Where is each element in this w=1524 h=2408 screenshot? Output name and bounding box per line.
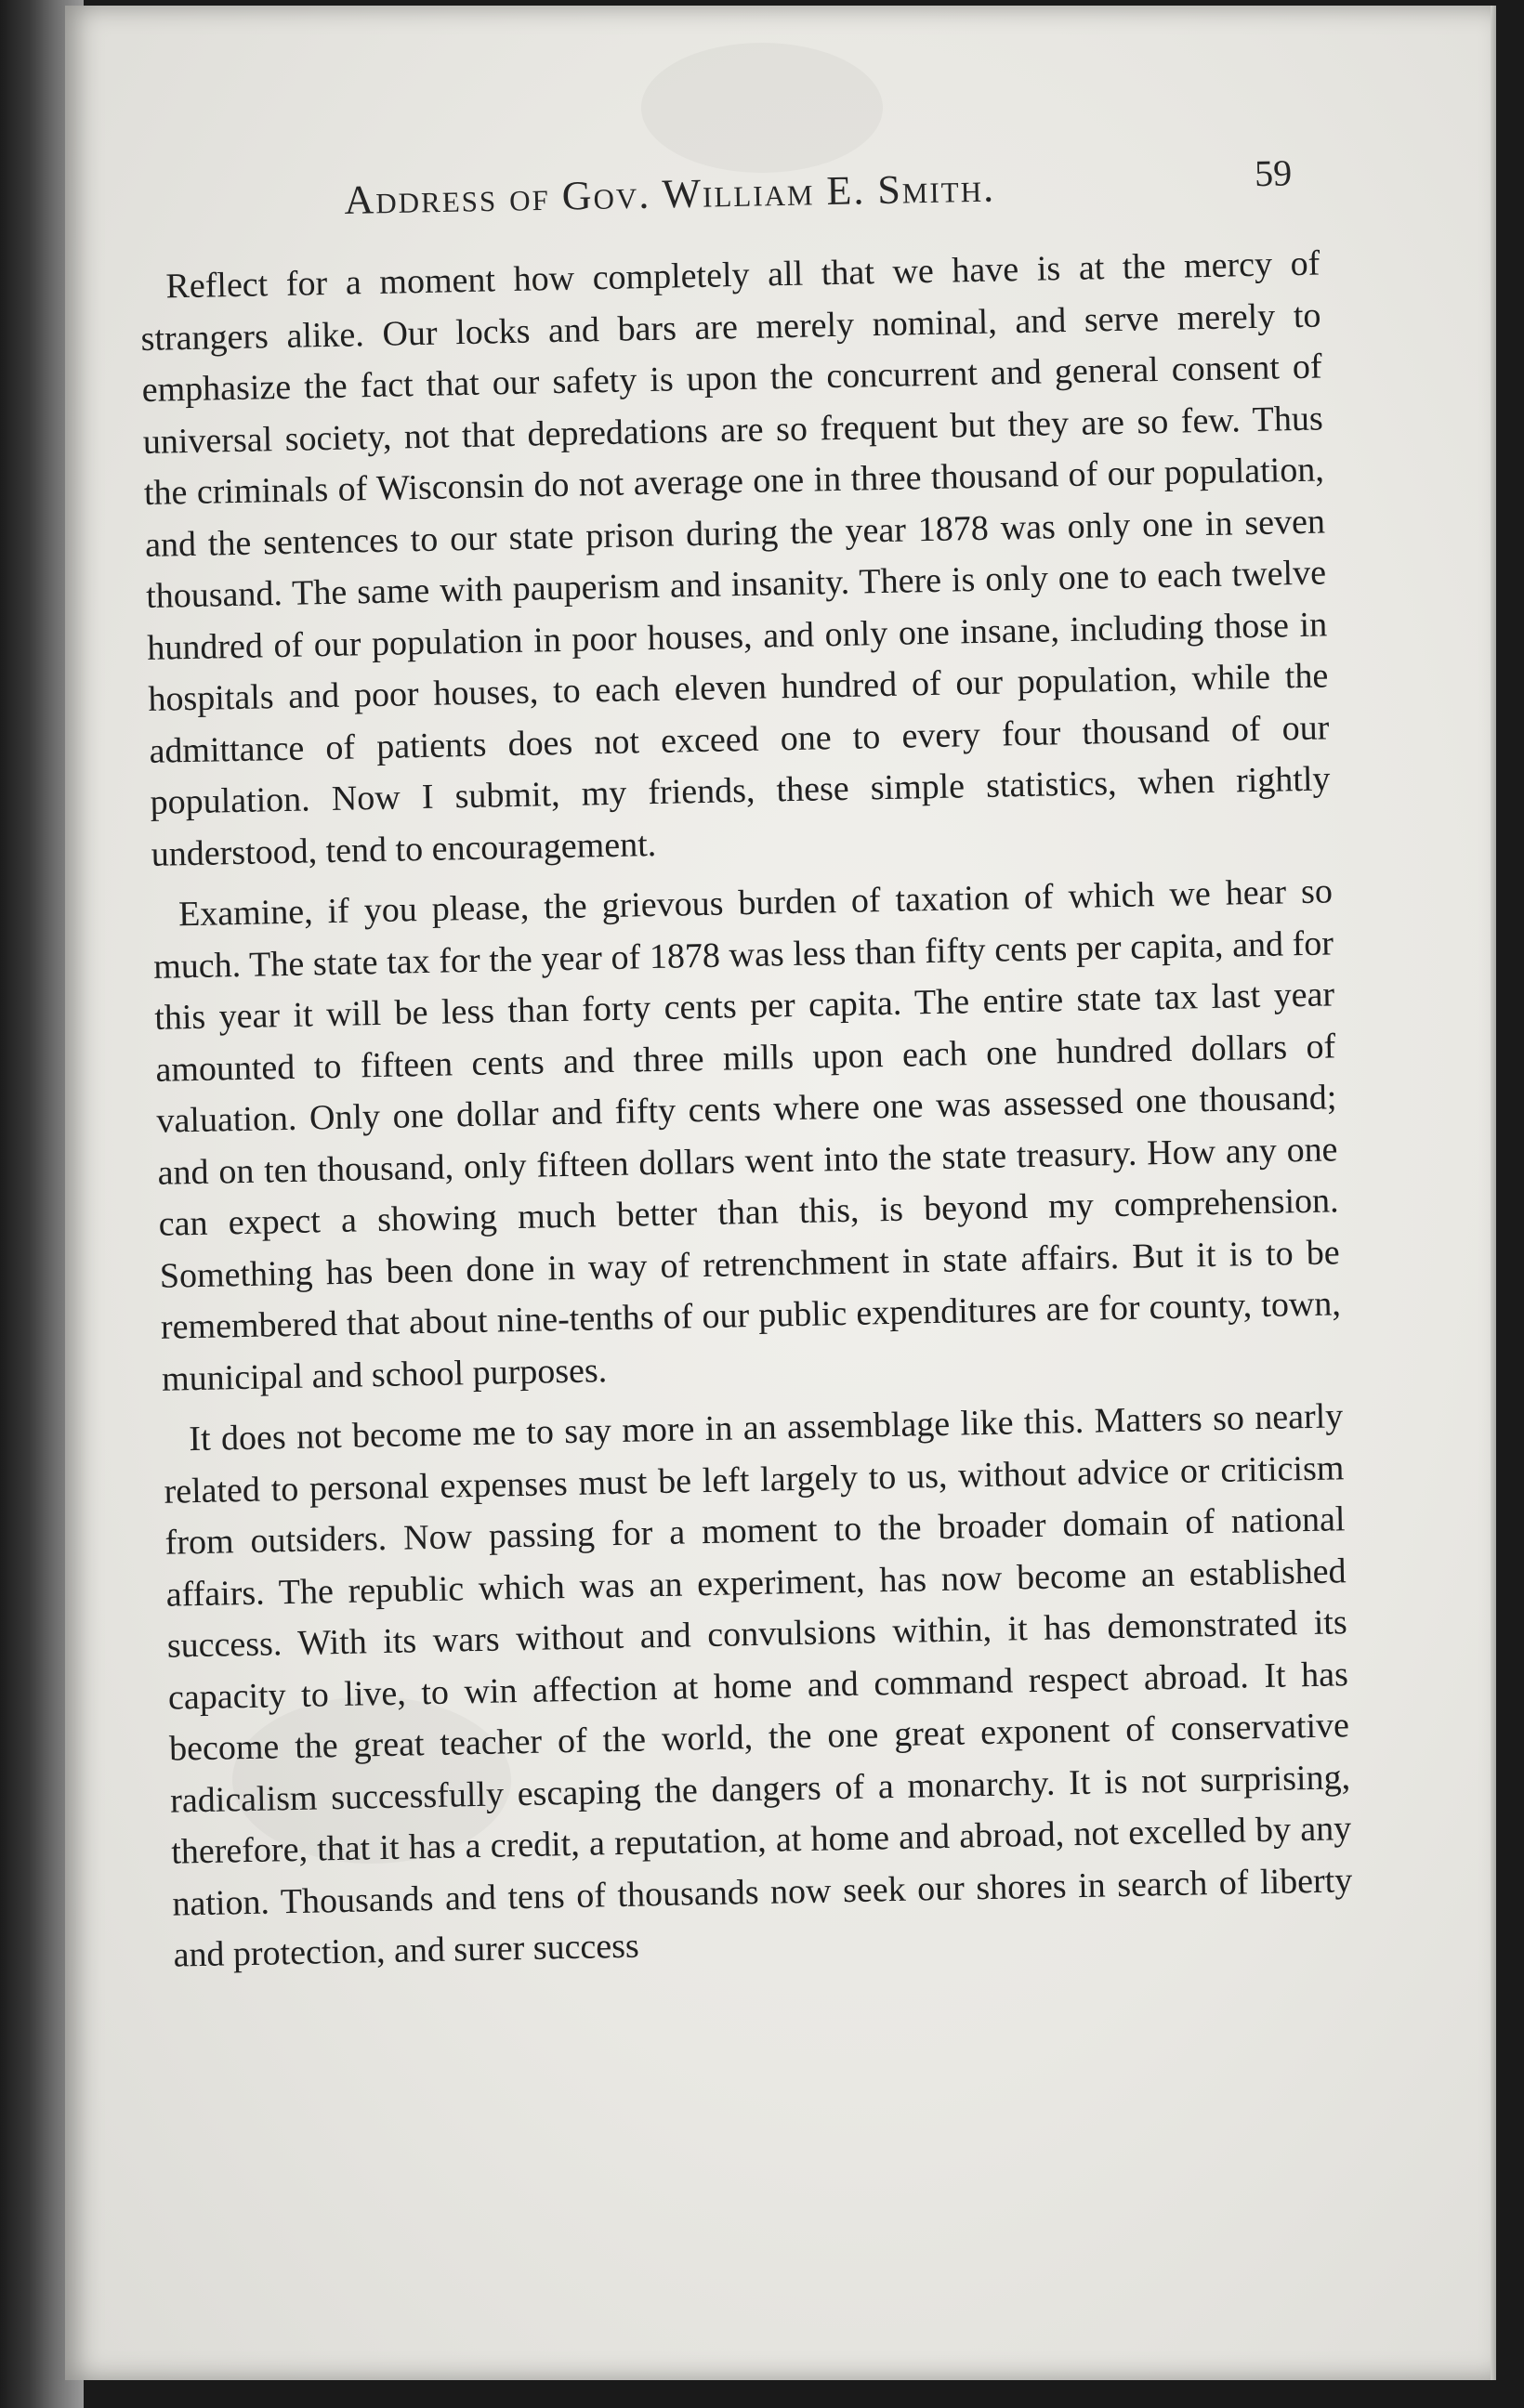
paragraph: Examine, if you please, the grievous burden of taxation of which we hear so much. The state tax for the year of 1878 was less than fifty cents per capita, and for this year it will be less than forty cents per capita. The entire state tax last year amounted to fifteen cents and three mills upon each one hundred dollars of valuation. Only one dollar and fifty cents where one was assessed one thousand; and on ten thousand, only fifteen dollars went into the state treasury. How any one can expect a showing much better than this, is beyond my comprehension. Something has been done in way of retrenchment in state affairs. But it is to be remembered that about nine-tenths of our public expenditures are for county, town, municipal and school purposes. <box>152 871 1342 1399</box>
paragraph: It does not become me to say more in an assemblage like this. Matters so nearly related to personal expenses must be left largely to us, without advice or criticism from outsiders. Now passing for a moment to the broader domain of national affairs. The republic which was an experiment, has now become an established success. With its wars without and convulsions within, it has demonstrated its capacity to live, to win affection at home and command respect abroad. It has become the great teacher of the world, the one great exponent of conservative radicalism successfully escaping the dangers of a monarchy. It is not surprising, therefore, that it has a credit, a reputation, at home and abroad, not excelled by any nation. Thousands and tens of thousands now seek our shores in search of liberty and protection, and surer success <box>164 1396 1353 1975</box>
body-text <box>139 239 1354 1983</box>
page-edge <box>1491 6 1496 2380</box>
paragraph: Reflect for a moment how completely all that we have is at the mercy of strangers alike. Our locks and bars are merely nominal, and serve merely to emphasize the fact that our safety is upon the concurrent and general consent of universal society, not that depredations are so frequent but they are so few. Thus the criminals of Wisconsin do not average one in three thousand of our population, and the sentences to our state prison during the year 1878 was only one in seven thousand. The same with pauperism and insanity. There is only one to each twelve hundred of our population in poor houses, and only one insane, including those in hospitals and poor houses, to each eleven hundred of our population, while the admittance of patients does not exceed one to every four thousand of our population. Now I submit, my friends, these simple statistics, when rightly understood, tend to encouragement. <box>140 243 1331 874</box>
running-title: Address of Gov. William E. Smith. <box>344 164 996 223</box>
paper-stain <box>641 43 883 173</box>
page-number: 59 <box>1254 151 1293 195</box>
